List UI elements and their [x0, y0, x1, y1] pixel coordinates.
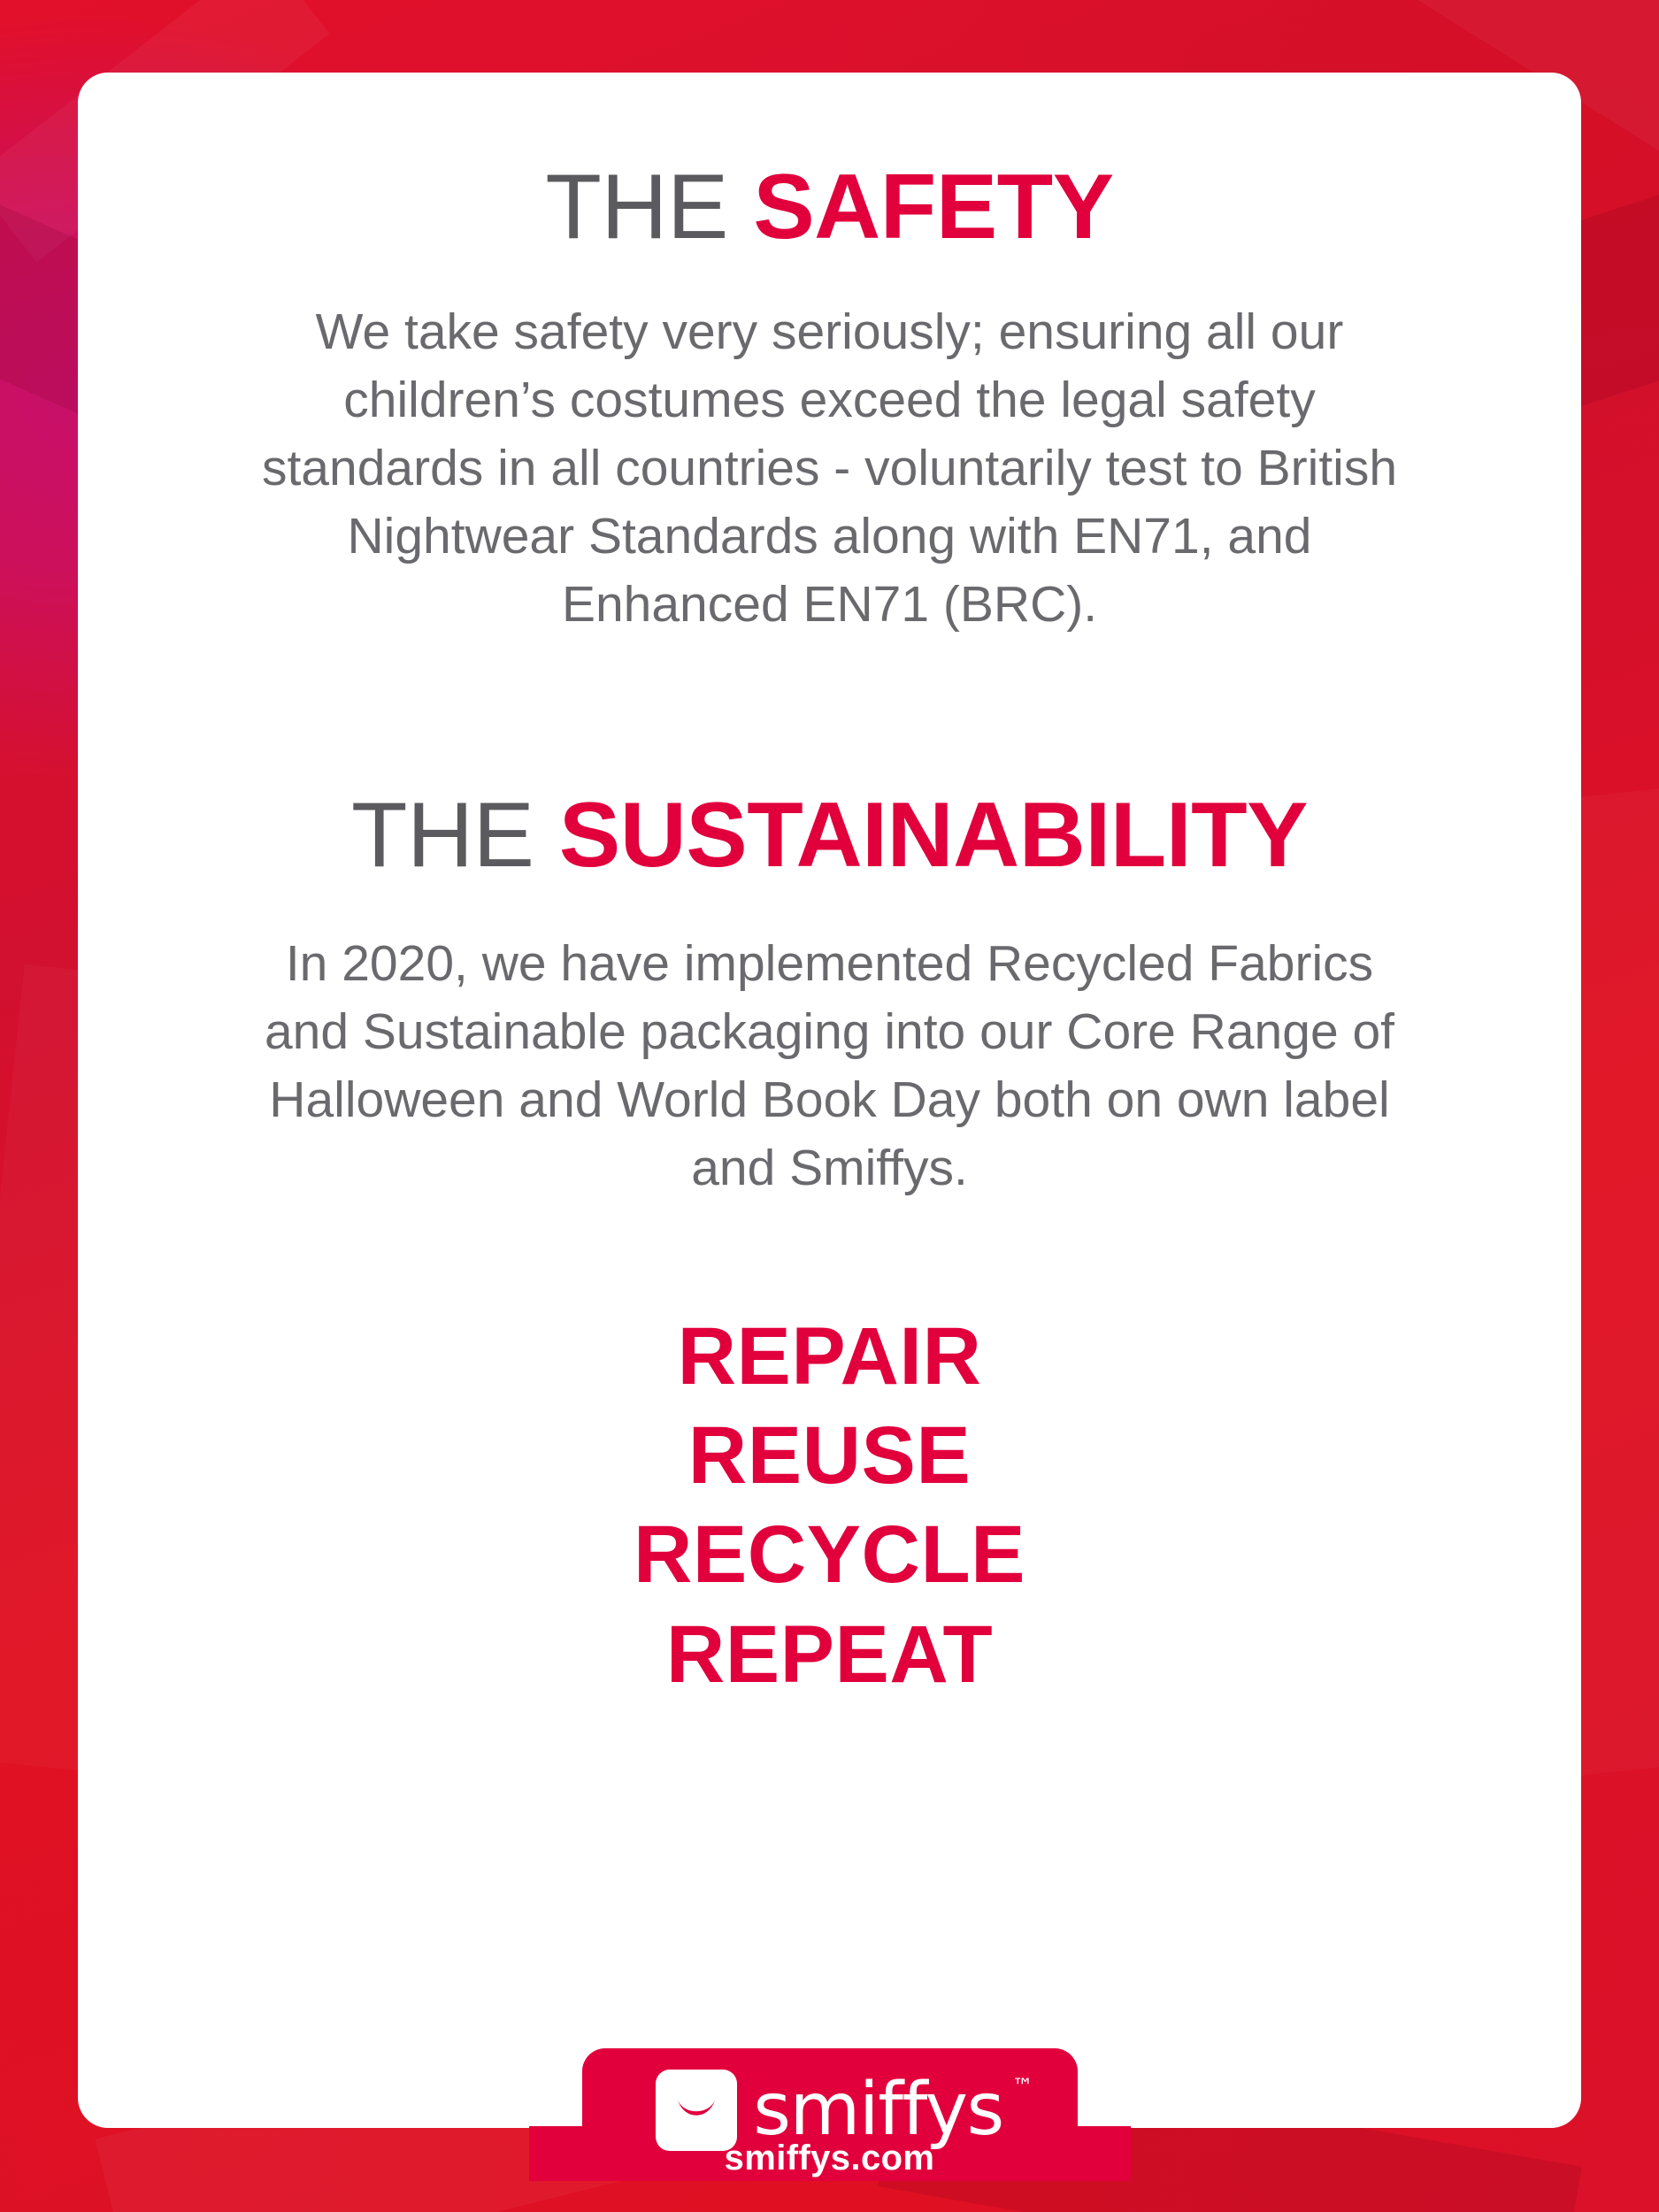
logo-wordmark-text: smiffys	[753, 2068, 1003, 2152]
safety-heading	[186, 73, 1473, 256]
content-card	[78, 73, 1581, 2152]
sustainability-heading	[186, 783, 1473, 887]
sustainability-paragraph: In 2020, we have implemented Recycled Fabrics and Sustainable packaging into our Core Range of Halloween and World Book Day both on own label and Smiffys.	[264, 935, 1395, 1196]
website-url: smiffys.com	[724, 2139, 935, 2177]
content-body	[78, 73, 1581, 1704]
safety-paragraph: We take safety very seriously; ensuring all our children’s costumes exceed the legal safety standards in all countries - voluntarily test to British Nightwear Standards along with EN71, and Enhanced EN71 (BRC).	[261, 303, 1398, 633]
logo-wordmark	[753, 2068, 1033, 2152]
slogan-item: REUSE	[687, 1410, 972, 1502]
slogan-item: RECYCLE	[633, 1509, 1026, 1601]
sustainability-block	[186, 783, 1473, 1202]
safety-heading-prefix: THE	[545, 156, 754, 258]
slogan-list	[186, 1307, 1473, 1704]
smile-glyph	[672, 2090, 721, 2125]
trademark-symbol: ™	[1011, 2074, 1033, 2099]
safety-heading-accent: SAFETY	[753, 156, 1114, 258]
slogan-item: REPEAT	[665, 1609, 994, 1700]
slogan-item: REPAIR	[677, 1310, 982, 1402]
sustainability-heading-accent: SUSTAINABILITY	[558, 783, 1309, 887]
sustainability-heading-prefix: THE	[350, 783, 559, 887]
